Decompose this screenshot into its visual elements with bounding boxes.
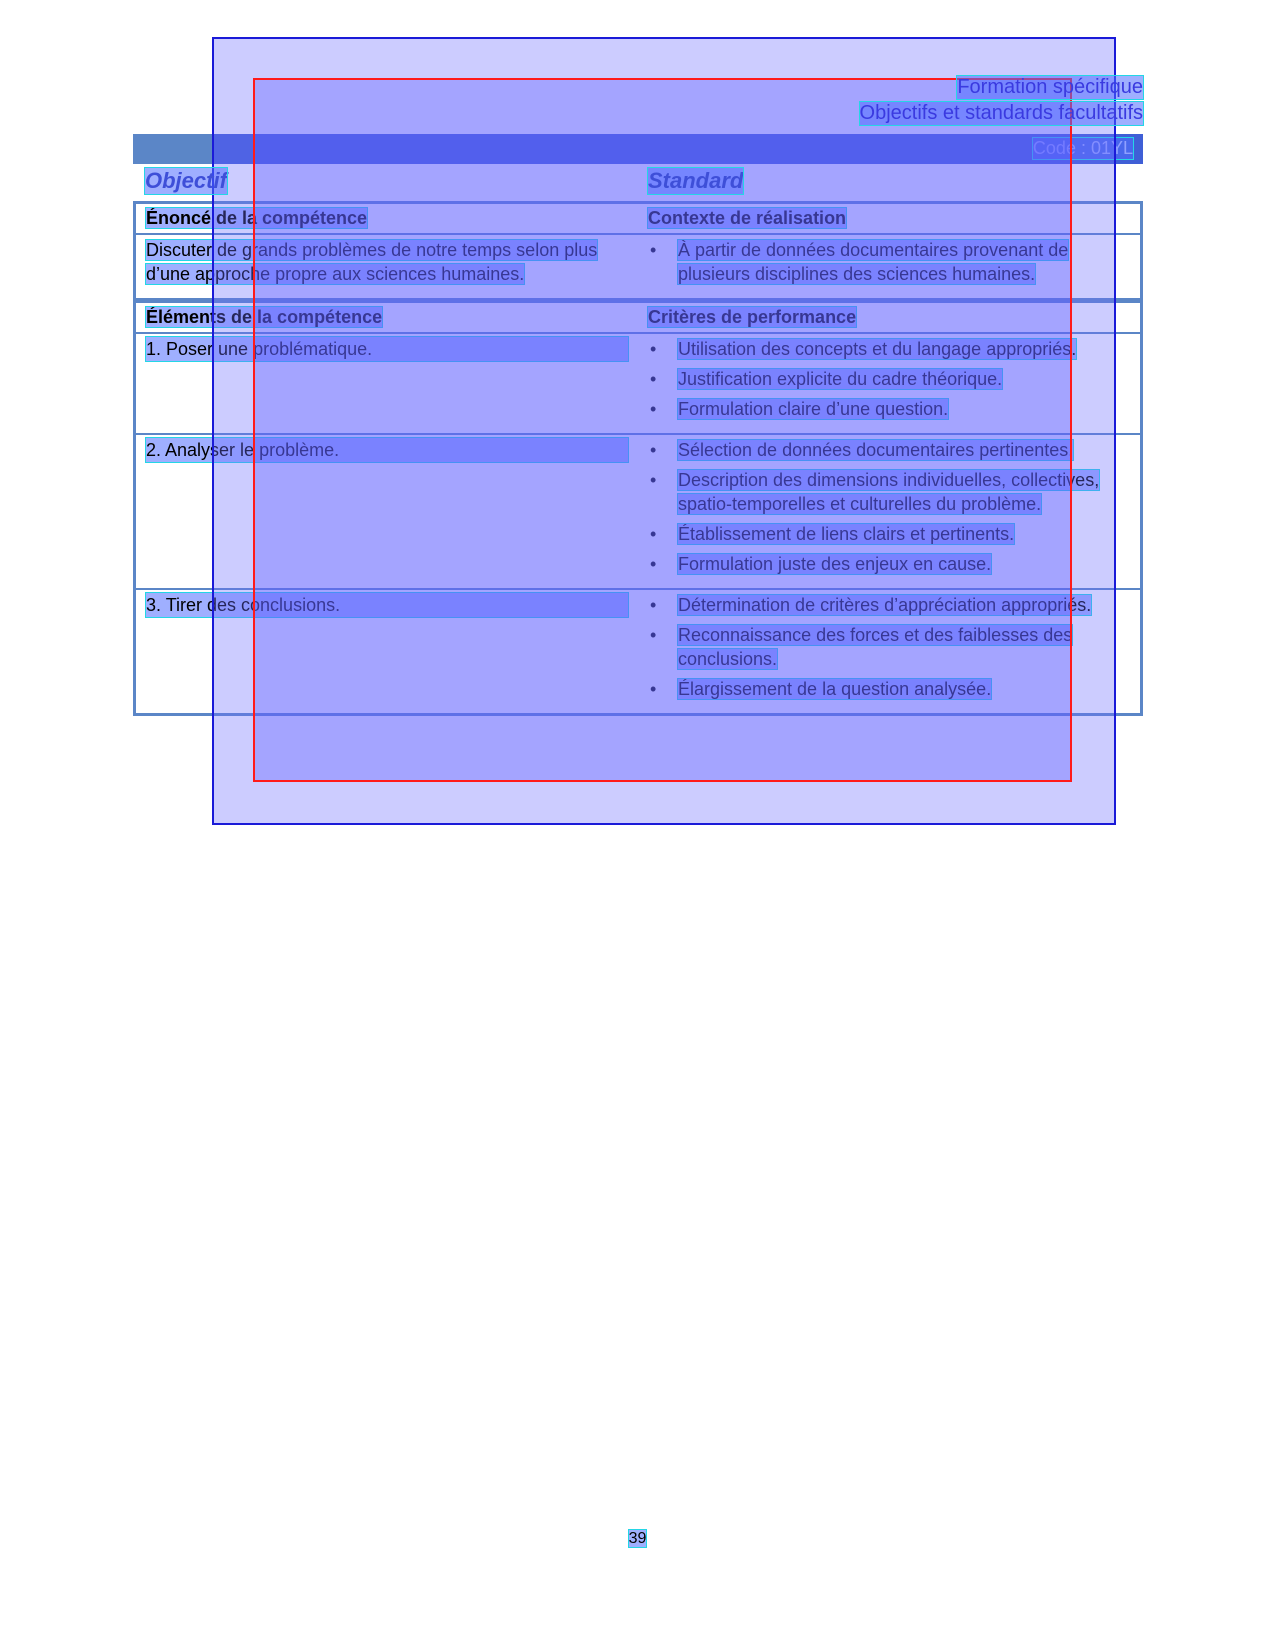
list-item: • Établissement de liens clairs et pertinents. [650, 524, 1015, 544]
table-row [135, 434, 1142, 589]
heading-elements: Éléments de la compétence [146, 307, 383, 327]
bullet-icon: • [650, 554, 657, 574]
column-title-standard: Standard [648, 168, 744, 193]
header-program-line: Formation spécifique [957, 76, 1143, 98]
list-item: • Formulation claire d’une question. [650, 399, 949, 419]
bullet-icon: • [650, 595, 657, 615]
element-label: 3. Tirer des conclusions. [146, 593, 628, 617]
heading-contexte: Contexte de réalisation [648, 208, 847, 228]
list-item: • Description des dimensions individuelles, collectives, spatio-temporelles et culturelles du problème. [650, 470, 1100, 514]
competence-statement-table [133, 201, 1143, 301]
list-item: • Justification explicite du cadre théorique. [650, 369, 1003, 389]
course-code: Code : 01YL [1032, 138, 1133, 158]
heading-criteres: Critères de performance [648, 307, 857, 327]
competence-statement: Discuter de grands problèmes de notre temps selon plus d’une approche propre aux sciences humaines. [146, 240, 598, 284]
competence-elements-table [133, 300, 1143, 716]
list-item: • Reconnaissance des forces et des faiblesses des conclusions. [650, 625, 1073, 669]
table-row [135, 234, 1142, 300]
bullet-icon: • [650, 369, 657, 389]
criteria-list [648, 593, 1130, 701]
bullet-icon: • [650, 399, 657, 419]
list-item: • Sélection de données documentaires pertinentes. [650, 440, 1074, 460]
element-label: 1. Poser une problématique. [146, 337, 628, 361]
list-item: • Élargissement de la question analysée. [650, 679, 992, 699]
column-title-objectif: Objectif [145, 168, 227, 193]
bullet-icon: • [650, 524, 657, 544]
list-item: • À partir de données documentaires provenant de plusieurs disciplines des sciences humaines. [650, 240, 1069, 284]
criteria-list [648, 337, 1130, 421]
code-bar-band [133, 134, 213, 164]
element-label: 2. Analyser le problème. [146, 438, 628, 462]
bullet-icon: • [650, 679, 657, 699]
bullet-icon: • [650, 470, 657, 490]
header-subtitle-line: Objectifs et standards facultatifs [859, 102, 1143, 124]
list-item: • Détermination de critères d’appréciation appropriés. [650, 595, 1092, 615]
table-header-row [135, 302, 1142, 334]
bullet-icon: • [650, 625, 657, 645]
criteria-list [648, 438, 1130, 576]
table-row [135, 589, 1142, 715]
page-number: 39 [628, 1530, 647, 1547]
bullet-icon: • [650, 339, 657, 359]
list-item: • Formulation juste des enjeux en cause. [650, 554, 992, 574]
table-row [135, 333, 1142, 434]
heading-enonce: Énoncé de la compétence [146, 208, 368, 228]
list-item: • Utilisation des concepts et du langage appropriés. [650, 339, 1077, 359]
bullet-icon: • [650, 440, 657, 460]
table-header-row [135, 203, 1142, 235]
bullet-icon: • [650, 240, 657, 260]
code-bar [133, 134, 1143, 164]
context-list [648, 238, 1130, 286]
